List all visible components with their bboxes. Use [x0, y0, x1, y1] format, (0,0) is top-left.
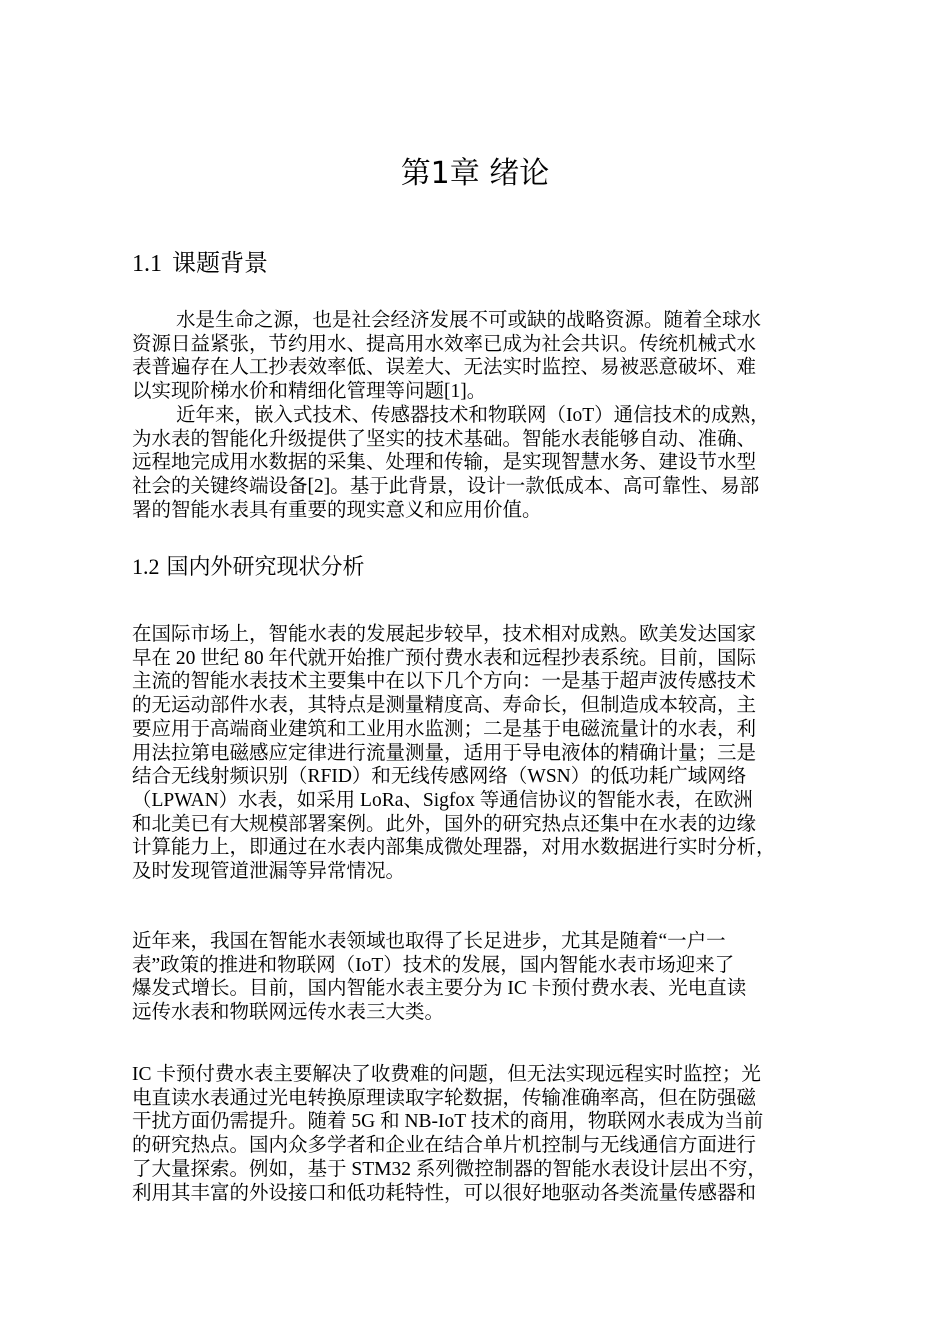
- section-title-text: 课题背景: [172, 249, 268, 277]
- text-line: 近年来，嵌入式技术、传感器技术和物联网（IoT）通信技术的成熟，: [176, 405, 770, 426]
- text-line: IC 卡预付费水表主要解决了收费难的问题，但无法实现远程实时监控；光: [132, 1064, 761, 1085]
- text-line: 早在 20 世纪 80 年代就开始推广预付费水表和远程抄表系统。目前，国际: [132, 647, 757, 669]
- section-number: 1.2: [132, 554, 160, 579]
- paragraph-domestic-status: [132, 930, 746, 1025]
- text-line: 远程地完成用水数据的采集、处理和传输，是实现智慧水务、建设节水型: [132, 452, 757, 474]
- text-line: 和北美已有大规模部署案例。此外，国外的研究热点还集中在水表的边缘: [132, 813, 757, 835]
- text-line: 利用其丰富的外设接口和低功耗特性，可以很好地驱动各类流量传感器和: [132, 1182, 757, 1204]
- text-line: 署的智能水表具有重要的现实意义和应用价值。: [132, 499, 542, 521]
- text-line: 水是生命之源，也是社会经济发展不可或缺的战略资源。随着全球水: [176, 310, 762, 331]
- paragraph-background-1: [132, 309, 761, 404]
- section-heading-1-1: [132, 245, 268, 282]
- text-line: 表”政策的推进和物联网（IoT）技术的发展，国内智能水表市场迎来了: [132, 954, 735, 976]
- section-heading-1-2: [132, 550, 365, 585]
- paragraph-background-2: [132, 404, 770, 523]
- text-line: 远传水表和物联网远传水表三大类。: [132, 1002, 445, 1024]
- text-line: 在国际市场上，智能水表的发展起步较早，技术相对成熟。欧美发达国家: [132, 624, 757, 645]
- chapter-title: 第1章 绪论: [400, 156, 550, 191]
- text-line: 为水表的智能化升级提供了坚实的技术基础。智能水表能够自动、准确、: [132, 428, 757, 450]
- text-line: 以实现阶梯水价和精细化管理等问题[1]。: [132, 381, 487, 403]
- text-line: 表普遍存在人工抄表效率低、误差大、无法实时监控、易被恶意破坏、难: [132, 357, 757, 379]
- text-line: （LPWAN）水表，如采用 LoRa、Sigfox 等通信协议的智能水表，在欧洲: [132, 789, 753, 811]
- text-line: 电直读水表通过光电转换原理读取字轮数据，传输准确率高，但在防强磁: [132, 1087, 757, 1109]
- text-line: 了大量探索。例如，基于 STM32 系列微控制器的智能水表设计层出不穷，: [132, 1158, 767, 1180]
- paragraph-international-status: [132, 623, 776, 884]
- text-line: 干扰方面仍需提升。随着 5G 和 NB-IoT 技术的商用，物联网水表成为当前: [132, 1111, 764, 1133]
- text-line: 社会的关键终端设备[2]。基于此背景，设计一款低成本、高可靠性、易部: [132, 476, 760, 498]
- text-line: 计算能力上，即通过在水表内部集成微处理器，对用水数据进行实时分析，: [132, 837, 776, 859]
- text-line: 及时发现管道泄漏等异常情况。: [132, 861, 406, 883]
- text-line: 的研究热点。国内众多学者和企业在结合单片机控制与无线通信方面进行: [132, 1135, 757, 1157]
- text-line: 资源日益紧张，节约用水、提高用水效率已成为社会共识。传统机械式水: [132, 333, 757, 355]
- text-line: 爆发式增长。目前，国内智能水表主要分为 IC 卡预付费水表、光电直读: [132, 978, 747, 1000]
- text-line: 近年来，我国在智能水表领域也取得了长足进步，尤其是随着“一户一: [132, 931, 726, 952]
- section-title-text: 国内外研究现状分析: [166, 555, 365, 580]
- section-number: 1.1: [132, 251, 162, 277]
- text-line: 要应用于高端商业建筑和工业用水监测；二是基于电磁流量计的水表，利: [132, 718, 757, 740]
- text-line: 主流的智能水表技术主要集中在以下几个方向：一是基于超声波传感技术: [132, 671, 757, 693]
- text-line: 结合无线射频识别（RFID）和无线传感网络（WSN）的低功耗广域网络: [132, 766, 747, 788]
- text-line: 的无运动部件水表，其特点是测量精度高、寿命长，但制造成本较高，主: [132, 695, 757, 717]
- text-line: 用法拉第电磁感应定律进行流量测量，适用于导电液体的精确计量；三是: [132, 742, 757, 764]
- paragraph-meter-types: [132, 1063, 767, 1205]
